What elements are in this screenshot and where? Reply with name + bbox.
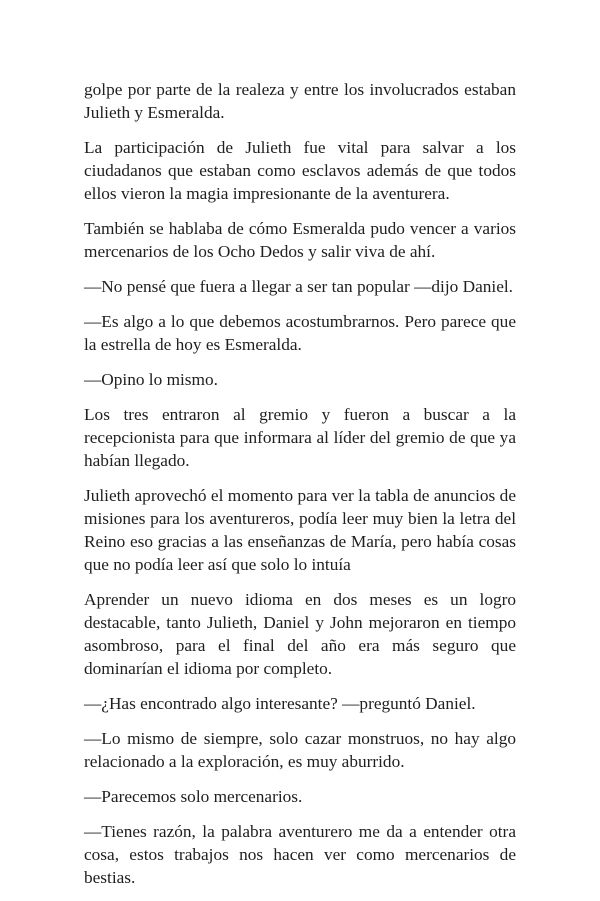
paragraph: Aprender un nuevo idioma en dos meses es un logro destacable, tanto Julieth, Daniel y John mejoraron en tiempo asombroso, para el final del año era más seguro que dominarían el idioma por completo. <box>84 590 516 678</box>
paragraph: Los tres entraron al gremio y fueron a buscar a la recepcionista para que informara al líder del gremio de que ya habían llegado. <box>84 405 516 470</box>
book-page-text <box>84 78 516 901</box>
dialogue-line: —Parecemos solo mercenarios. <box>84 787 303 806</box>
dialogue-line: —¿Has encontrado algo interesante? —preguntó Daniel. <box>84 694 476 713</box>
paragraph: golpe por parte de la realeza y entre los involucrados estaban Julieth y Esmeralda. <box>84 80 516 122</box>
dialogue-line: —Opino lo mismo. <box>84 370 218 389</box>
paragraph: Julieth aprovechó el momento para ver la tabla de anuncios de misiones para los aventureros, podía leer muy bien la letra del Reino eso gracias a las enseñanzas de María, pero había cosas que no podía leer así que solo lo intuía <box>84 486 516 574</box>
dialogue-line: —No pensé que fuera a llegar a ser tan popular —dijo Daniel. <box>84 277 513 296</box>
dialogue-line: —Es algo a lo que debemos acostumbrarnos. Pero parece que la estrella de hoy es Esmeralda. <box>84 312 516 354</box>
dialogue-line: —Tienes razón, la palabra aventurero me da a entender otra cosa, estos trabajos nos hacen ver como mercenarios de bestias. <box>84 822 516 887</box>
dialogue-line: —Lo mismo de siempre, solo cazar monstruos, no hay algo relacionado a la exploración, es muy aburrido. <box>84 729 516 771</box>
paragraph: La participación de Julieth fue vital para salvar a los ciudadanos que estaban como esclavos además de que todos ellos vieron la magia impresionante de la aventurera. <box>84 138 516 203</box>
paragraph: También se hablaba de cómo Esmeralda pudo vencer a varios mercenarios de los Ocho Dedos y salir viva de ahí. <box>84 219 516 261</box>
